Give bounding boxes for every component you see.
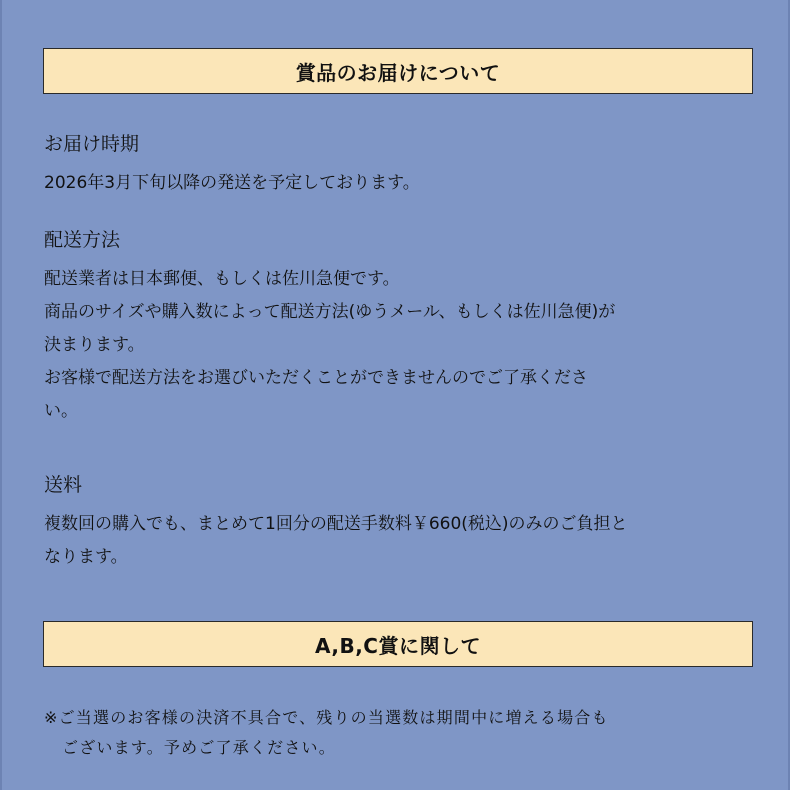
- section-title: 賞品のお届けについて: [295, 60, 501, 85]
- section-title: A,B,C賞に関して: [315, 633, 481, 658]
- section-header-delivery: [43, 48, 753, 94]
- delivery-time-block: [44, 131, 744, 200]
- shipping-fee-line: なります。: [44, 547, 128, 567]
- delivery-method-block: [44, 227, 744, 428]
- delivery-method-line: い。: [44, 401, 78, 421]
- delivery-method-heading: 配送方法: [44, 229, 121, 251]
- prize-note-line: ございます。予めご了承ください。: [62, 738, 336, 757]
- delivery-method-line: お客様で配送方法をお選びいただくことができませんのでご了承くださ: [44, 368, 588, 388]
- section-header-abc-prizes: [43, 621, 753, 667]
- delivery-method-line: 配送業者は日本郵便、もしくは佐川急便です。: [44, 269, 400, 289]
- shipping-fee-line: 複数回の購入でも、まとめて1回分の配送手数料￥660(税込)のみのご負担と: [44, 514, 628, 534]
- delivery-method-line: 商品のサイズや購入数によって配送方法(ゆうメール、もしくは佐川急便)が: [44, 302, 616, 322]
- prize-note-line: ※ご当選のお客様の決済不具合で、残りの当選数は期間中に増える場合も: [44, 708, 609, 727]
- shipping-fee-heading: 送料: [44, 474, 83, 496]
- prize-note: [44, 703, 764, 763]
- delivery-time-heading: お届け時期: [44, 133, 140, 155]
- delivery-method-line: 決まります。: [44, 335, 145, 355]
- shipping-fee-block: [44, 472, 744, 574]
- delivery-time-text: 2026年3月下旬以降の発送を予定しております。: [44, 173, 420, 193]
